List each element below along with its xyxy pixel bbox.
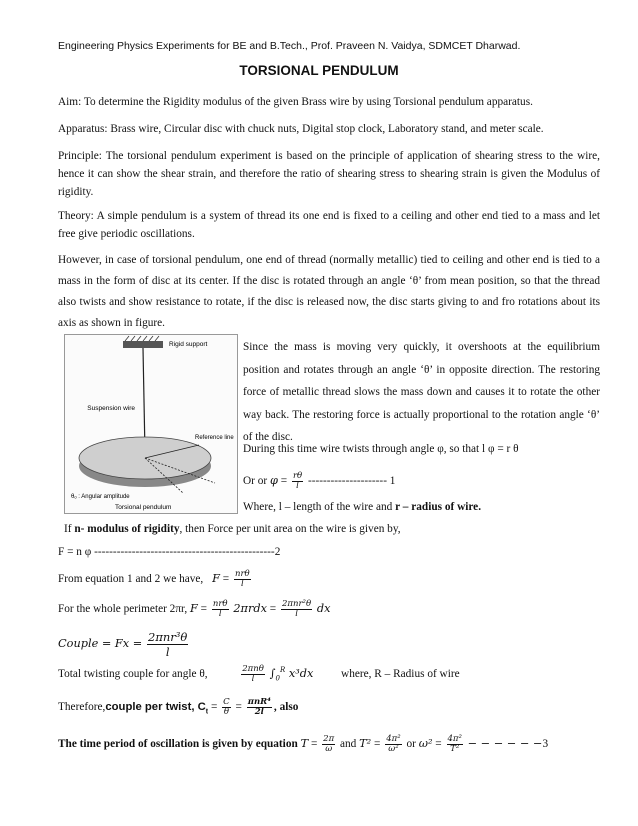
page-title: TORSIONAL PENDULUM (239, 63, 399, 78)
rigidity-line: If n- modulus of rigidity, then Force per unit area on the wire is given by, (64, 523, 401, 535)
equation-2-line: F = n φ ------------------------------------------------2 (58, 546, 281, 558)
rigid-support-block (123, 341, 163, 348)
equation-1-line: Or or φ = $\frac{r\theta}{l}$ --------------------- 1 (243, 471, 396, 491)
twist-angle-line: During this time wire twists through angle φ, so that l φ = r θ (243, 443, 519, 455)
rigid-support-label: Rigid support (169, 341, 208, 348)
reference-line-label: Reference line (195, 435, 234, 441)
suspension-wire-label: Suspension wire (87, 405, 135, 412)
torsional-paragraph: However, in case of torsional pendulum, one end of thread (normally metallic) tied to ceiling and other end is tied to a mass in the form of disc at its center. If the disc is rotated through an angle ‘θ’ from mean position, so that the thread also twists and show resistance to rotate, if the disc is released now, the disc starts giving to and fro rotations about its axis as shown in figure. (58, 254, 600, 329)
theory-paragraph: Theory: A simple pendulum is a system of thread its one end is fixed to a ceiling and other end tied to a mass and let free give periodic oscillations. (58, 210, 600, 240)
time-period-line: The time period of oscillation is given by equation T = $\frac{2\pi}{\omega}$ and T² = $\frac{\text{4π²}}{\text{ω²}}$ or ω² = $\frac{\text{4π²}}{\text{T²}}$ − − − − − −3 (58, 734, 549, 754)
principle-paragraph: Principle: The torsional pendulum experiment is based on the principle of application of shearing stress to the wire, hence it can show the shear strain, and therefore the ratio of shearing stress to shearing strain is given the Modulus of rigidity. (58, 150, 600, 198)
where-line: Where, l – length of the wire and r – radius of wire. (243, 501, 482, 513)
couple-equation-line: Couple = Fx = $\frac{\text{2πnr³θ}}{l}$ (58, 630, 188, 659)
overshoot-paragraph: Since the mass is moving very quickly, it overshoots at the equilibrium position and rotates through an angle ‘θ’ in opposite direction. The restoring force of metallic thread slows the mass down and causes it to rotate the other way back. The restoring force is actually proportional to the rotation angle ‘θ’ of the disc. (243, 341, 600, 443)
aim-paragraph: Aim: To determine the Rigidity modulus of the given Brass wire by using Torsional pendulum apparatus. (58, 96, 533, 108)
combined-equation-line: From equation 1 and 2 we have, F = $\frac{\text{nrθ}}{l}$ (58, 569, 250, 589)
figure-caption: Torsional pendulum (115, 504, 172, 511)
torsional-pendulum-figure (64, 334, 238, 514)
perimeter-equation-line: For the whole perimeter 2πr, F = $\frac{\text{nrθ}}{l}$ 2πrdx = $\frac{\text{2πnr²θ}}{l}$ dx (58, 599, 331, 619)
total-couple-line: Total twisting couple for angle θ, $\frac{\text{2πnθ}}{l}$ $\int_0^R$ x³dx where, R – Radius of wire (58, 664, 460, 684)
couple-per-twist-line: Therefore,couple per twist, $C_t$ = $\frac{C}{\theta}$ = $\frac{\text{πnR⁴}}{2l}$ , also (58, 697, 299, 717)
angular-amplitude-label: θₒ : Angular amplitude (71, 494, 130, 500)
page-header: Engineering Physics Experiments for BE and B.Tech., Prof. Praveen N. Vaidya, SDMCET Dharwad. (58, 40, 521, 52)
apparatus-paragraph: Apparatus: Brass wire, Circular disc with chuck nuts, Digital stop clock, Laboratory stand, and meter scale. (58, 123, 544, 135)
